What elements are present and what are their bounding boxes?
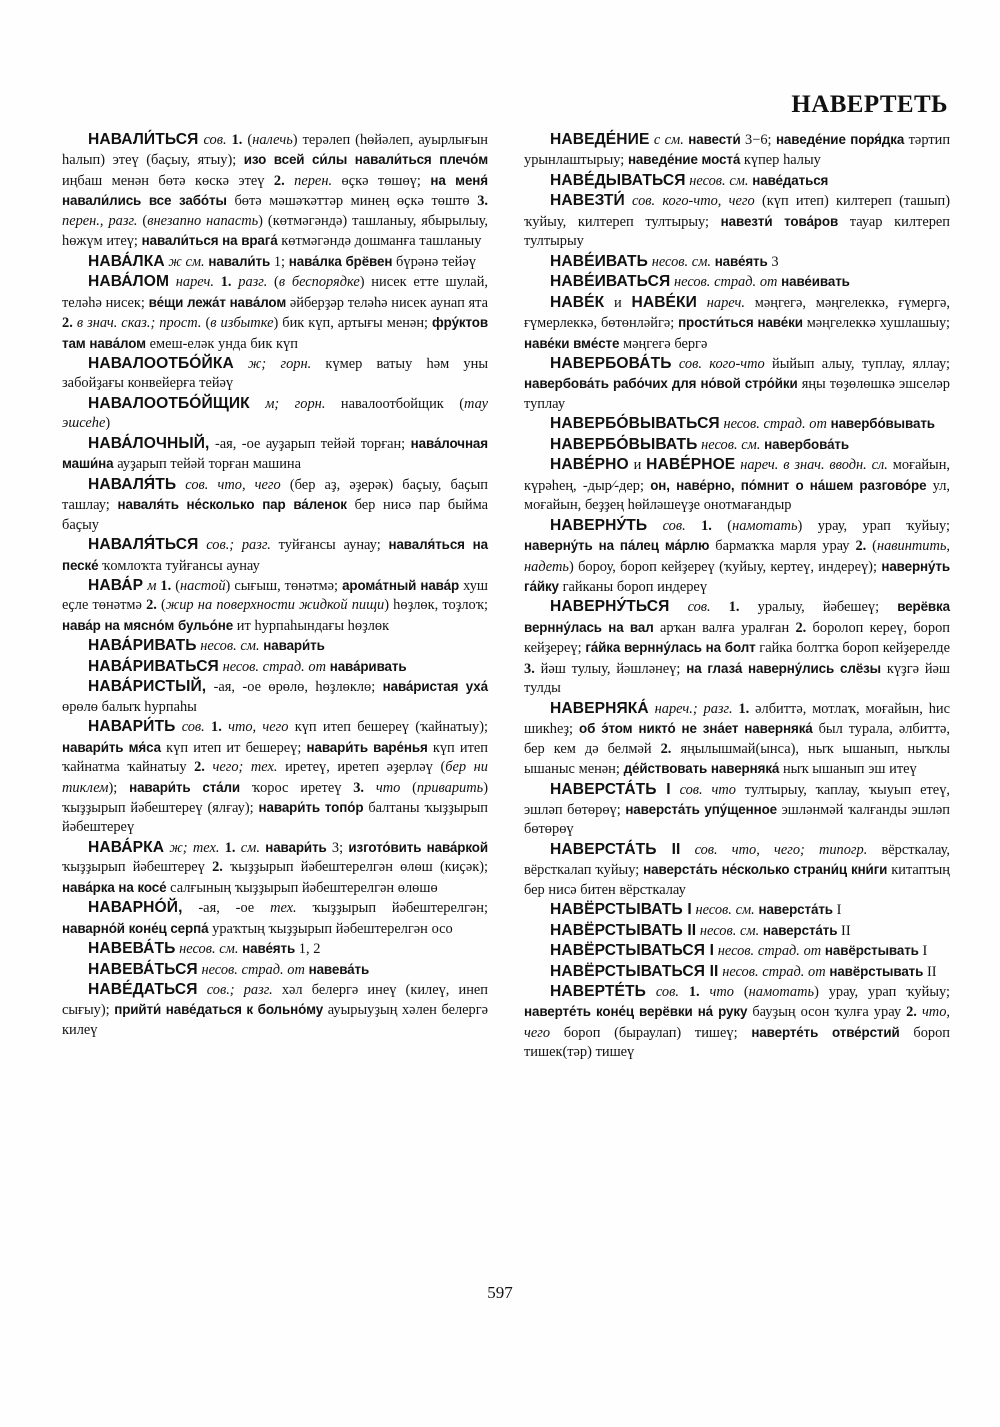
dictionary-entry bbox=[524, 941, 950, 961]
entry-definition: сов.; разг. хәл белергә инеү (килеү, инеп сығыу); прийти́ наве́даться к больно́му ауырыуҙың хәлен белергә килеү bbox=[62, 982, 489, 1038]
entry-headword: НАВЁРСТЫВАТЬСЯ I bbox=[550, 942, 715, 960]
right-column bbox=[524, 130, 950, 1063]
entry-definition: несов. страд. от нава́ривать bbox=[222, 658, 407, 675]
entry-definition: сов. что, чего; типогр. вёрсткалау, вёрсткалап ҡуйыу; наверста́ть не́сколько страни́ц кни́ги китаптың бер нисә битен вёрсткалау bbox=[524, 841, 950, 898]
dictionary-entry bbox=[62, 717, 488, 838]
dictionary-entry bbox=[62, 898, 488, 939]
entry-headword: НАВЕРБО́ВЫВАТЬ bbox=[550, 435, 698, 453]
entry-definition: сов. 1. уралыу, йәбешеү; верёвка вернну́лась на вал арҡан валға уралған 2. боролоп кереү, бороп кейҙереү; га́йка вернну́лась на болт гайка болтҡа бороп кейҙерелде 3. йәш тулыу, йәшләнеү; на глаза́ наверну́лись слёзы күҙгә йәш тулды bbox=[524, 599, 950, 697]
entry-definition: -ая, -ое тех. ҡыҙҙырып йәбештерелгән; наварно́й коне́ц серпа́ ураҡтың ҡыҙҙырып йәбештерелгән осо bbox=[62, 900, 488, 937]
entry-definition: нареч.; разг. 1. әлбиттә, мотлаҡ, моғайын, һис шикһеҙ; об э́том никто́ не зна́ет наверняка́ был турала, әлбиттә, бер кем дә белмәй 2. яңылышмай(ынса), ныҡ ышанып, ныҡлы ышаныс менән; де́йствовать наверняка́ ныҡ ышанып эш итеү bbox=[524, 700, 950, 778]
entry-definition: сов. 1. (налечь) терәлеп (һөйәлеп, ауырлығын һалып) этеү (баҫыу, ятыу); изо всей си́лы навали́ться плечо́м иңбаш менән бөтә көскә этеү 2. перен. өҫкә төшөү; на меня́ навали́лись все забо́ты бөтә мәшәҡәттәр минең өҫкә төштө 3. перен., разг. (внезапно напасть) (көтмәгәндә) ташланыу, ябырылыу, һөжүм итеү; навали́ться на врага́ көтмәгәндә дошманға ташланыу bbox=[62, 132, 489, 250]
dictionary-entry bbox=[62, 475, 488, 535]
dictionary-entry bbox=[524, 455, 950, 515]
entry-headword: НАВЕРСТА́ТЬ I bbox=[550, 780, 671, 798]
entry-headword: НАВЕВА́ТЬСЯ bbox=[88, 960, 198, 978]
entry-definition: сов. 1. что, чего күп итеп бешереү (ҡайнатыу); навари́ть мя́са күп итеп ит бешереү; навари́ть варе́нья күп итеп ҡайнатма ҡайнатыу 2. чего; тех. иретеү, иретеп әҙерләү (бер ни тиклем); навари́ть ста́ли ҡорос иретеү 3. что (приварить) ҡыҙҙырып йәбештереү (ялғау); навари́ть топо́р балтаны ҡыҙҙырып йәбештереү bbox=[62, 719, 489, 836]
entry-definition: ж; горн. күмер ватыу һәм уны забойҙағы конвейерға тейәү bbox=[62, 355, 489, 392]
entry-headword: НАВЕРНУ́ТЬСЯ bbox=[550, 598, 670, 616]
dictionary-entry bbox=[62, 535, 488, 576]
dictionary-entry bbox=[62, 252, 488, 272]
entry-headword: НАВЕРНЯКА́ bbox=[550, 699, 649, 717]
entry-headword: НАВА́ЛКА bbox=[88, 252, 165, 270]
entry-definition: несов. см. наверста́ть II bbox=[699, 922, 851, 939]
dictionary-entry bbox=[62, 980, 488, 1040]
entry-definition: несов. см. навари́ть bbox=[200, 638, 325, 655]
entry-definition: и НАВЕ́РНОЕ нареч. в знач. вводн. сл. моғайын, күрәһең, -дыр⁄-дер; он, наве́рно, по́мнит о на́шем разгово́ре ул, моғайын, беҙҙең һөйләшеүҙе онотмағандыр bbox=[524, 456, 950, 514]
dictionary-entry bbox=[62, 636, 488, 656]
entry-headword: НАВАЛООТБО́ЙКА bbox=[88, 354, 234, 372]
entry-definition: м; горн. навалоотбойщик (тау эшсеһе) bbox=[62, 395, 489, 432]
entry-definition: и НАВЕ́КИ нареч. мәңгегә, мәңгелеккә, ғүмергә, ғүмерлеккә, бөтөнләйгә; прости́ться наве́ки мәңгелеккә хушлашыу; наве́ки вме́сте мәңгегә бергә bbox=[524, 293, 951, 352]
entry-headword: НАВАЛЯ́ТЬ bbox=[88, 475, 177, 493]
entry-headword: НАВЕ́РНО bbox=[550, 456, 629, 474]
dictionary-entry bbox=[62, 272, 488, 354]
dictionary-entry bbox=[524, 962, 950, 982]
entry-headword: НАВЕВА́ТЬ bbox=[88, 940, 176, 958]
dictionary-entry bbox=[62, 130, 488, 252]
entry-definition: м 1. (настой) сығыш, төнәтмә; арома́тный нава́р хуш еҫле төнәтмә 2. (жир на поверхности жидкой пищи) һөҙлөк, тоҙлоҡ; нава́р на мясно́м бульо́не ит һурпаһындағы һөҙлөк bbox=[62, 577, 488, 634]
entry-headword: НАВЕДЕ́НИЕ bbox=[550, 131, 650, 148]
entry-definition: сов. 1. что (намотать) урау, урап ҡуйыу; наверте́ть коне́ц верёвки на́ руку бауҙың осон ҡулға урау 2. что, чего бороп (быраулап) тишеү; наверте́ть отве́рстий бороп тишек(тәр) тишеү bbox=[524, 984, 951, 1061]
dictionary-entry bbox=[524, 921, 950, 941]
entry-definition: несов. см. наве́ять 1, 2 bbox=[179, 941, 321, 958]
entry-headword: НАВА́ЛОМ bbox=[88, 273, 170, 291]
dictionary-entry bbox=[524, 354, 950, 414]
entry-definition: сов. 1. (намотать) урау, урап ҡуйыу; наверну́ть на па́лец ма́рлю бармаҡҡа марля урау 2. (навинтить, надеть) бороу, бороп кейҙереү (ҡуйыу, кертеү, индереү); наверну́ть га́йку гайканы бороп индереү bbox=[524, 517, 950, 595]
entry-headword: НАВА́РИВАТЬ bbox=[88, 637, 197, 655]
entry-headword: НАВЕРНУ́ТЬ bbox=[550, 516, 648, 534]
entry-headword: НАВЕ́К bbox=[550, 293, 605, 311]
entry-definition: несов. см. наве́ять 3 bbox=[651, 253, 779, 270]
dictionary-entry bbox=[62, 677, 488, 717]
entry-headword: НАВЁРСТЫВАТЬСЯ II bbox=[550, 962, 719, 980]
entry-headword: НАВА́ЛОЧНЫЙ, bbox=[88, 434, 210, 452]
entry-definition: с см. навести́ 3−6; наведе́ние поря́дка тәртип урынлаштырыу; наведе́ние моста́ күпер һалыу bbox=[524, 132, 951, 169]
dictionary-entry bbox=[524, 840, 950, 900]
entry-definition: несов. страд. от навербо́вывать bbox=[723, 416, 935, 433]
entry-definition: сов. кого-что, чего (күп итеп) килтереп (ташып) ҡуйыу, килтереп тултырыу; навезти́ това́ров тауар килтереп тултырыу bbox=[524, 193, 950, 250]
entry-definition: сов.; разг. туйғансы аунау; наваля́ться на песке́ ҡомлоҡта туйғансы аунау bbox=[62, 537, 489, 574]
entry-definition: несов. см. наверста́ть I bbox=[695, 902, 842, 919]
dictionary-entry bbox=[62, 394, 488, 434]
entry-headword: НАВАРНО́Й, bbox=[88, 899, 183, 917]
entry-headword: НАВЕРСТА́ТЬ II bbox=[550, 840, 681, 858]
entry-definition: сов. что тултырыу, ҡаплау, ҡыуып етеү, эшләп бөтөрөү; наверста́ть упу́щенное эшләнмәй ҡалғанды эшләп бөтөрөү bbox=[524, 781, 950, 838]
entry-definition: ж; тех. 1. см. навари́ть 3; изгото́вить нава́ркой ҡыҙҙырып йәбештереү 2. ҡыҙҙырып йәбештерелгән өлөш (киҫәк); нава́рка на косе́ салғының ҡыҙҙырып йәбештерелгән өлөшө bbox=[62, 839, 488, 896]
dictionary-entry bbox=[524, 252, 950, 272]
entry-headword: НАВАЛООТБО́ЙЩИК bbox=[88, 394, 250, 412]
dictionary-entry bbox=[524, 780, 950, 840]
entry-headword: НАВЁРСТЫВАТЬ II bbox=[550, 921, 697, 939]
dictionary-entry bbox=[524, 130, 950, 171]
entry-headword: НАВАЛИ́ТЬСЯ bbox=[88, 131, 199, 148]
entry-headword: НАВЕ́ДЫВАТЬСЯ bbox=[550, 171, 686, 189]
dictionary-entry bbox=[62, 838, 488, 898]
dictionary-entry bbox=[62, 960, 488, 980]
running-head: НАВЕРТЕТЬ bbox=[791, 91, 948, 118]
entry-headword: НАВАРИ́ТЬ bbox=[88, 718, 176, 736]
entry-definition: несов. страд. от навёрстывать I bbox=[717, 943, 928, 960]
entry-headword: НАВАЛЯ́ТЬСЯ bbox=[88, 536, 199, 554]
entry-headword: НАВЁРСТЫВАТЬ I bbox=[550, 901, 692, 919]
entry-definition: -ая, -ое ауҙарып тейәй торған; нава́лочная маши́на ауҙарып тейәй торған машина bbox=[62, 435, 488, 473]
dictionary-entry bbox=[524, 516, 950, 598]
entry-headword: НАВА́РИСТЫЙ, bbox=[88, 678, 207, 696]
dictionary-entry bbox=[524, 414, 950, 434]
entry-headword: НАВЕ́ИВАТЬ bbox=[550, 252, 648, 270]
entry-definition: несов. см. наве́даться bbox=[689, 172, 829, 189]
entry-headword: НАВА́РКА bbox=[88, 838, 165, 856]
dictionary-entry bbox=[524, 293, 950, 354]
dictionary-entry bbox=[524, 191, 950, 251]
dictionary-entry bbox=[524, 900, 950, 920]
dictionary-entry bbox=[524, 272, 950, 292]
entry-definition: нареч. 1. разг. (в беспорядке) нисек етте шулай, теләһә нисек; ве́щи лежа́т нава́лом әйберҙәр теләһә нисек аунап ята 2. в знач. сказ.; прост. (в избытке) бик күп, артығы менән; фру́ктов там нава́лом емеш-еләк унда бик күп bbox=[62, 274, 489, 352]
dictionary-entry bbox=[524, 699, 950, 780]
dictionary-entry bbox=[62, 434, 488, 475]
dictionary-entry bbox=[524, 435, 950, 455]
entry-headword: НАВЕРТЕ́ТЬ bbox=[550, 983, 646, 1001]
entry-definition: несов. страд. от навева́ть bbox=[201, 961, 370, 978]
dictionary-entry bbox=[524, 982, 950, 1063]
entry-headword: НАВЕРБО́ВЫВАТЬСЯ bbox=[550, 415, 720, 433]
dictionary-entry bbox=[62, 354, 488, 394]
dictionary-entry bbox=[62, 939, 488, 959]
entry-definition: несов. см. навербова́ть bbox=[701, 436, 850, 453]
entry-headword: НАВА́Р bbox=[88, 576, 144, 594]
dictionary-entry bbox=[524, 597, 950, 698]
entry-definition: ж см. навали́ть 1; нава́лка брёвен бүрәнә тейәү bbox=[168, 253, 476, 270]
entry-definition: -ая, -ое өрөлө, һөҙлөклө; нава́ристая уха́ өрөлө балыҡ һурпаһы bbox=[62, 679, 488, 715]
entry-headword: НАВЕ́ИВАТЬСЯ bbox=[550, 273, 671, 291]
left-column bbox=[62, 130, 488, 1040]
dictionary-entry bbox=[62, 657, 488, 677]
page-columns bbox=[62, 130, 950, 1063]
dictionary-entry bbox=[524, 171, 950, 191]
entry-definition: несов. страд. от наве́ивать bbox=[673, 274, 850, 291]
page-number: 597 bbox=[487, 1283, 513, 1302]
entry-headword: НАВЕРБОВА́ТЬ bbox=[550, 354, 672, 372]
dictionary-entry bbox=[62, 576, 488, 636]
entry-headword: НАВЕ́ДАТЬСЯ bbox=[88, 981, 198, 999]
entry-definition: несов. страд. от навёрстывать II bbox=[722, 963, 937, 980]
entry-definition: сов. что, чего (бер аҙ, әҙерәк) баҫыу, баҫып ташлау; наваля́ть не́сколько пар ва́ленок бер нисә пар быйма баҫыу bbox=[62, 476, 489, 533]
entry-headword: НАВЕЗТИ́ bbox=[550, 192, 625, 210]
entry-definition: сов. кого-что йыйып алыу, туплау, яллау; навербова́ть рабо́чих для но́вой стро́йки яңы төҙөлөшкә эшселәр туплау bbox=[524, 355, 951, 412]
entry-headword: НАВА́РИВАТЬСЯ bbox=[88, 657, 219, 675]
